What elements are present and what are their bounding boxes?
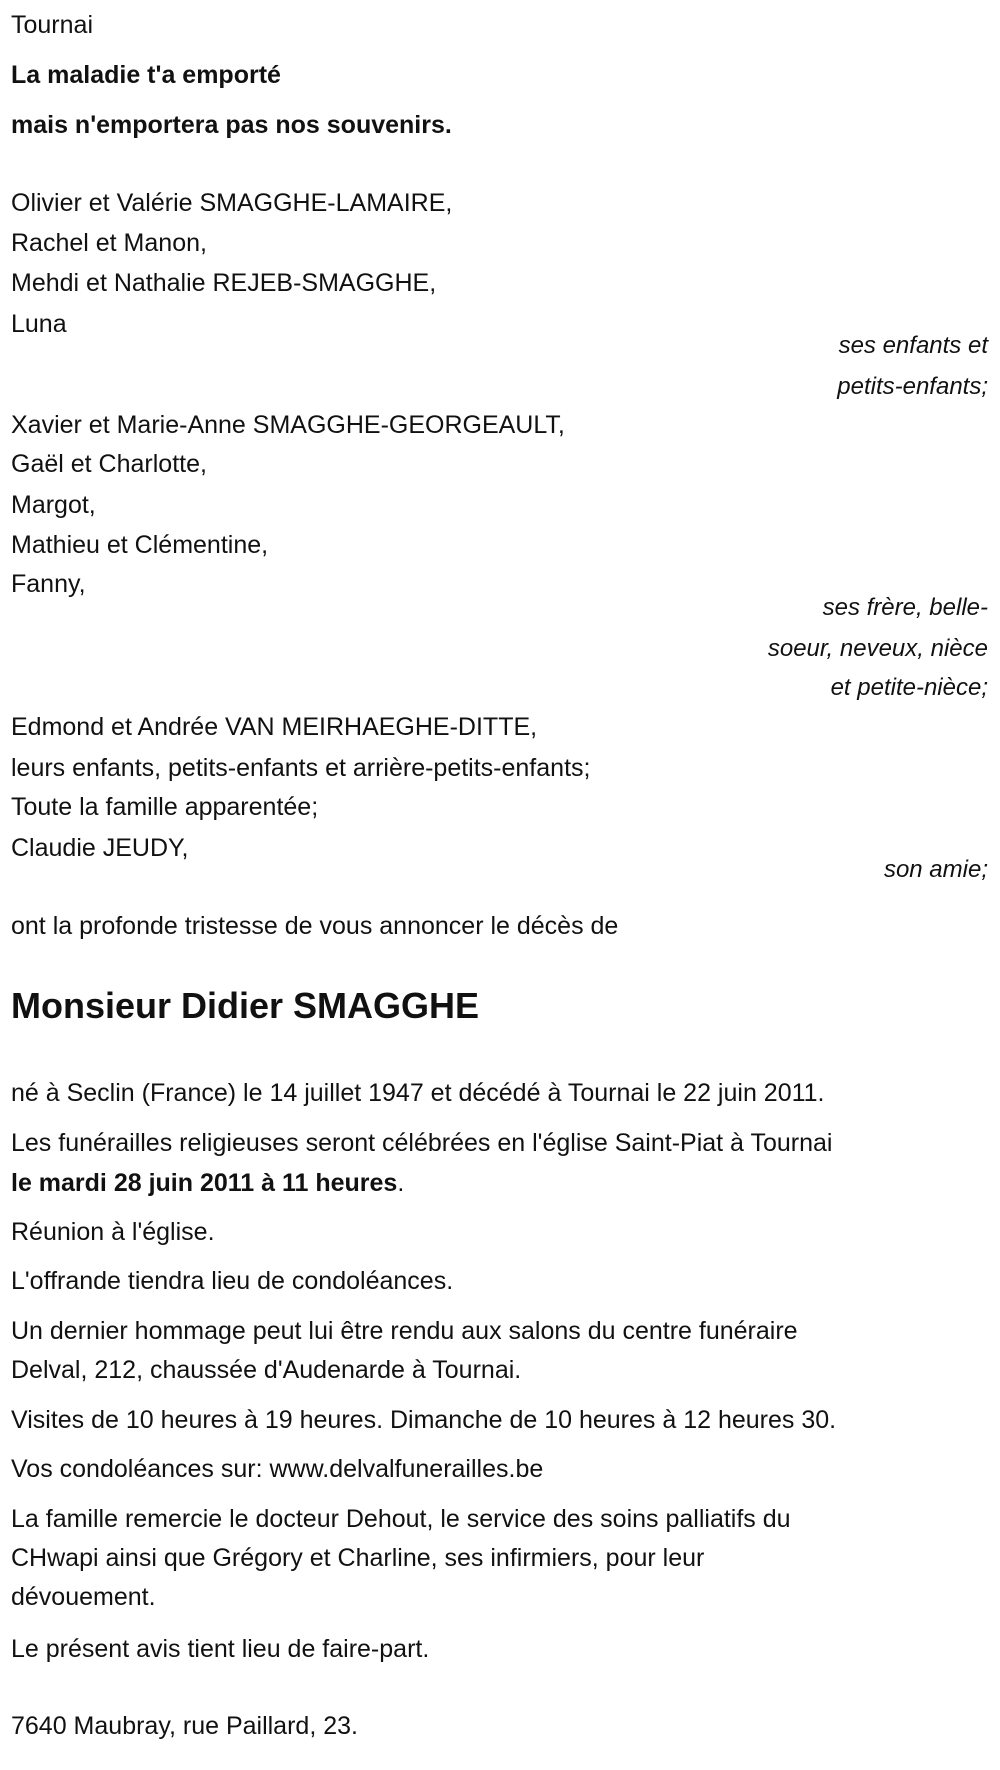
condolences: Vos condoléances sur: www.delvalfunerailles.be [11, 1455, 544, 1483]
thanks: CHwapi ainsi que Grégory et Charline, ses infirmiers, pour leur [11, 1544, 705, 1572]
relation: son amie; [883, 856, 988, 883]
offering: L'offrande tiendra lieu de condoléances. [11, 1267, 454, 1295]
notice: Le présent avis tient lieu de faire-part. [11, 1635, 430, 1663]
meeting: Réunion à l'église. [11, 1218, 215, 1246]
family-member: Mehdi et Nathalie REJEB-SMAGGHE, [11, 269, 437, 297]
funeral-date-line [11, 1163, 404, 1203]
thanks: dévouement. [11, 1583, 156, 1611]
family-member: Toute la famille apparentée; [11, 793, 319, 821]
funeral-date: le mardi 28 juin 2011 à 11 heures [11, 1169, 398, 1197]
deceased-name: Monsieur Didier SMAGGHE [11, 985, 480, 1026]
tribute: Delval, 212, chaussée d'Audenarde à Tournai. [11, 1356, 522, 1384]
family-member: Rachel et Manon, [11, 229, 207, 257]
family-member: Luna [11, 310, 67, 338]
relation: petits-enfants; [837, 373, 988, 400]
quote-line-1: La maladie t'a emporté [11, 61, 281, 89]
relation: ses enfants et [838, 332, 988, 359]
family-member: Margot, [11, 491, 96, 519]
birth-death: né à Seclin (France) le 14 juillet 1947 et décédé à Tournai le 22 juin 2011. [11, 1079, 825, 1107]
quote-line-2: mais n'emportera pas nos souvenirs. [11, 111, 452, 139]
family-member: Claudie JEUDY, [11, 834, 189, 862]
relation: ses frère, belle- [822, 594, 988, 621]
family-member: Gaël et Charlotte, [11, 450, 207, 478]
family-member: Edmond et Andrée VAN MEIRHAEGHE-DITTE, [11, 713, 538, 741]
relation: soeur, neveux, nièce [767, 635, 988, 662]
family-member: Xavier et Marie-Anne SMAGGHE-GEORGEAULT, [11, 411, 565, 439]
family-member: Fanny, [11, 570, 86, 598]
family-member: Olivier et Valérie SMAGGHE-LAMAIRE, [11, 189, 453, 217]
tribute: Un dernier hommage peut lui être rendu aux salons du centre funéraire [11, 1317, 798, 1345]
funeral-info: Les funérailles religieuses seront célébrées en l'église Saint-Piat à Tournai [11, 1129, 833, 1157]
family-member: leurs enfants, petits-enfants et arrière-petits-enfants; [11, 754, 591, 782]
funeral-date-end: . [397, 1169, 405, 1197]
address: 7640 Maubray, rue Paillard, 23. [11, 1712, 358, 1740]
city: Tournai [11, 11, 93, 39]
announcement: ont la profonde tristesse de vous annoncer le décès de [11, 912, 619, 940]
family-member: Mathieu et Clémentine, [11, 531, 269, 559]
relation: et petite-nièce; [830, 674, 988, 701]
visits: Visites de 10 heures à 19 heures. Dimanche de 10 heures à 12 heures 30. [11, 1406, 837, 1434]
thanks: La famille remercie le docteur Dehout, le service des soins palliatifs du [11, 1505, 791, 1533]
